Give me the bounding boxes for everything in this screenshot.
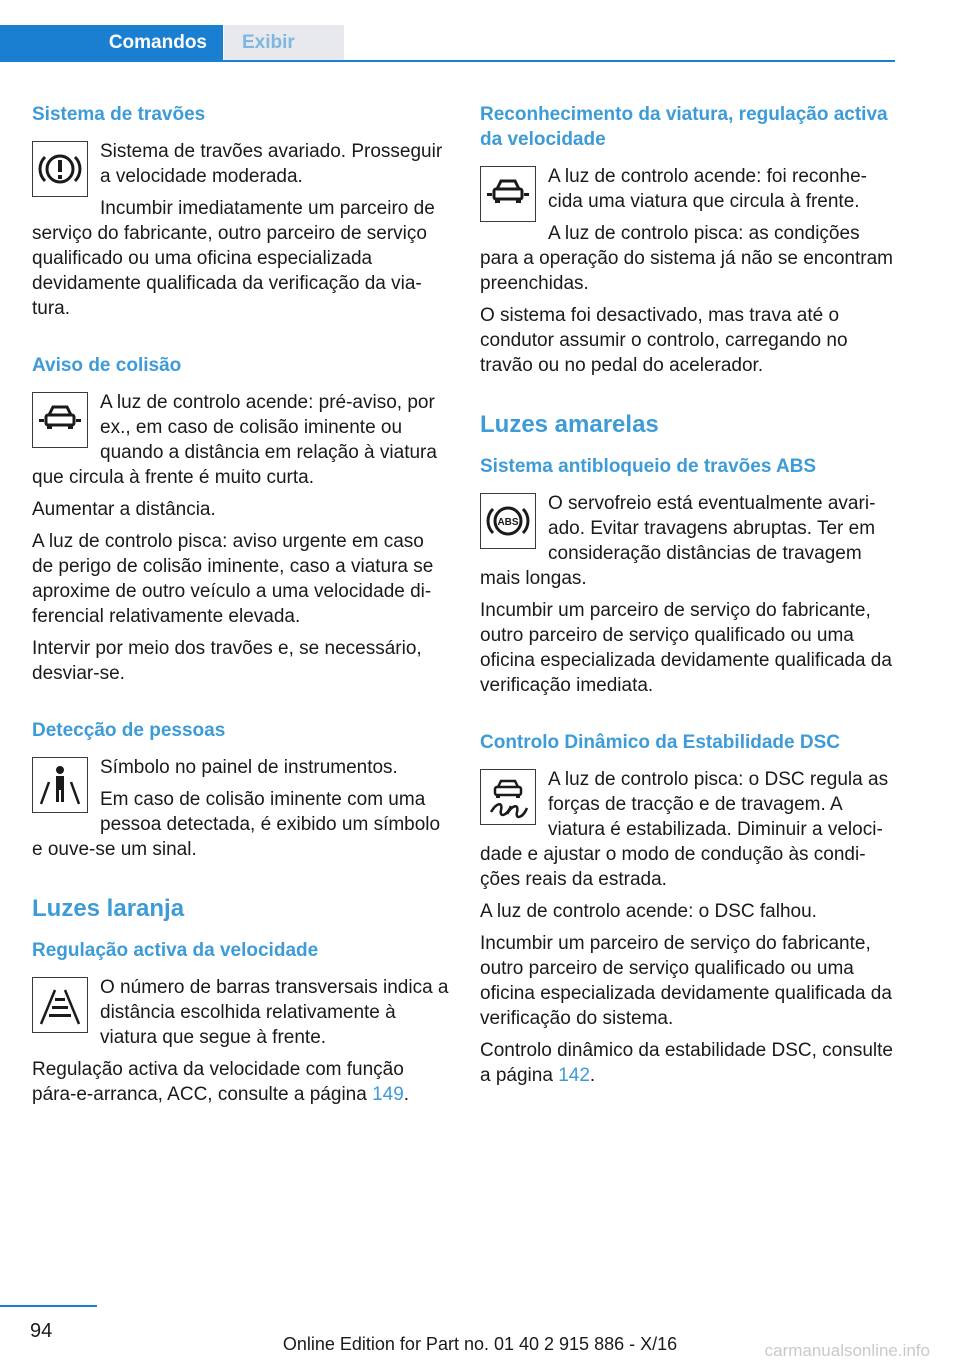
footer-divider <box>0 1305 97 1307</box>
section-abs <box>480 454 894 698</box>
left-column <box>32 102 450 1139</box>
paragraph <box>480 1038 894 1088</box>
paragraph-text: Controlo dinâmico da estabilidade DSC, consulte a página <box>480 1040 893 1086</box>
paragraph: Símbolo no painel de instrumentos. <box>100 757 398 778</box>
edition-info: Online Edition for Part no. 01 40 2 915 886 - X/16 <box>282 1334 678 1354</box>
paragraph <box>32 1057 450 1107</box>
paragraph: A luz de controlo pisca: as condições para a operação do sistema já não se encontram preenchidas. <box>480 223 893 294</box>
paragraph-end: . <box>403 1084 410 1105</box>
paragraph: Em caso de colisão iminente com uma pessoa detectada, é exibido um símbolo e ouve-se um sinal. <box>32 789 441 860</box>
section-title: Reconhecimento da viatura, regulação activa da velocidade <box>480 104 888 150</box>
page-number: 94 <box>30 1320 53 1342</box>
distance-bars-icon <box>32 977 88 1033</box>
paragraph: Sistema de travões avariado. Prosseguir a velocidade moderada. <box>100 141 443 187</box>
paragraph: Incumbir imediatamente um parceiro de serviço do fabricante, outro parceiro de serviço qualificado ou uma oficina especializada devidamente qualificada da verificação da viatura. <box>32 198 435 319</box>
page-link-142[interactable]: 142 <box>558 1065 590 1086</box>
section-title: Regulação activa da velocidade <box>32 940 319 961</box>
watermark: carmanualsonline.info <box>764 1341 930 1360</box>
right-column <box>480 102 894 1120</box>
paragraph: Intervir por meio dos travões e, se necessário, desviar-se. <box>32 638 422 684</box>
paragraph: A luz de controlo pisca: aviso urgente em caso de perigo de colisão iminente, caso a viatura se aproxime de outro veículo a uma velocidade diferencial relativamente elevada. <box>32 531 434 627</box>
paragraph: A luz de controlo acende: o DSC falhou. <box>480 901 817 922</box>
tab-bar <box>0 25 895 62</box>
heading-yellow-lights: Luzes amarelas <box>480 411 659 438</box>
section-brake-system <box>32 102 450 321</box>
section-title: Sistema antibloqueio de travões ABS <box>480 456 817 477</box>
brake-warning-icon <box>32 141 88 197</box>
collision-warning-icon <box>32 392 88 448</box>
section-active-cruise <box>32 938 450 1107</box>
paragraph: O número de barras transversais indica a distância escolhida relativamente à viatura que segue à frente. <box>100 977 449 1048</box>
dsc-skid-icon <box>480 769 536 825</box>
section-dsc <box>480 730 894 1088</box>
section-collision-warning <box>32 353 450 686</box>
paragraph: A luz de controlo acende: foi reconhecida uma viatura que circula à frente. <box>548 166 867 212</box>
paragraph: Incumbir um parceiro de serviço do fabricante, outro parceiro de serviço qualificado ou uma oficina especializada devidamente qualificada da verificação imediata. <box>480 600 892 696</box>
paragraph-text: Regulação activa da velocidade com função pára-e-arranca, ACC, consulte a página <box>32 1059 404 1105</box>
section-vehicle-detection <box>480 102 894 378</box>
tab-comandos[interactable]: Comandos <box>0 25 223 60</box>
vehicle-detected-icon <box>480 166 536 222</box>
paragraph: O sistema foi desactivado, mas trava até o condutor assumir o controlo, carregando no travão ou no pedal do acelerador. <box>480 305 848 376</box>
paragraph: A luz de controlo pisca: o DSC regula as forças de tracção e de travagem. A viatura é estabilizada. Diminuir a velocidade e ajustar o modo de condução às condições reais da estrada. <box>480 769 889 890</box>
heading-orange-lights: Luzes laranja <box>32 895 185 922</box>
paragraph: A luz de controlo acende: pré-aviso, por ex., em caso de colisão iminente ou quando a distância em relação à viatura que circula à frente é muito curta. <box>32 392 437 488</box>
abs-icon <box>480 493 536 549</box>
tab-exibir[interactable]: Exibir <box>224 25 344 60</box>
section-title: Aviso de colisão <box>32 355 182 376</box>
paragraph-end: . <box>589 1065 596 1086</box>
section-person-detection <box>32 718 450 862</box>
section-title: Sistema de travões <box>32 104 206 125</box>
pedestrian-icon <box>32 757 88 813</box>
section-title: Detecção de pessoas <box>32 720 226 741</box>
paragraph: Aumentar a distância. <box>32 499 216 520</box>
paragraph: O servofreio está eventualmente avariado. Evitar travagens abruptas. Ter em consideração distâncias de travagem mais longas. <box>480 493 876 589</box>
section-title: Controlo Dinâmico da Estabilidade DSC <box>480 732 840 753</box>
svg-text:ABS: ABS <box>497 517 519 528</box>
paragraph: Incumbir um parceiro de serviço do fabricante, outro parceiro de serviço qualificado ou uma oficina especializada devidamente qualificada da verificação do sistema. <box>480 933 892 1029</box>
page-link-149[interactable]: 149 <box>372 1084 404 1105</box>
